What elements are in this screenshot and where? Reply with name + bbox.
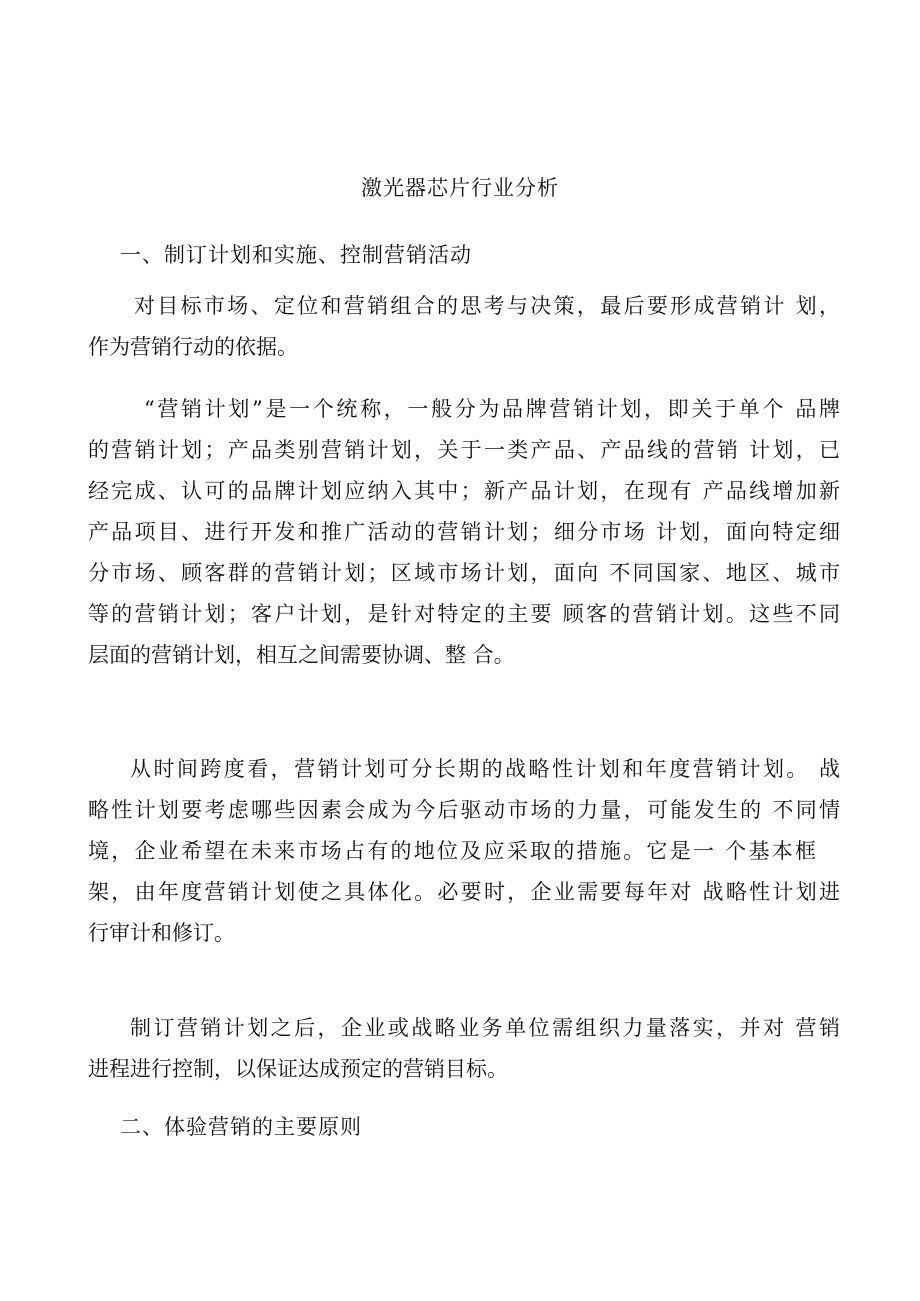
paragraph-line: “营销计划”是一个统称，一般分为品牌营销计划，即关于单个 品牌	[144, 397, 840, 421]
paragraph-line: 作为营销行动的依据。	[88, 335, 298, 359]
paragraph-control	[88, 1008, 840, 1090]
paragraph-line: 制订营销计划之后，企业或战略业务单位需组织力量落实，并对 营销	[130, 1016, 840, 1040]
paragraph-line: 境，企业希望在未来市场占有的地位及应采取的措施。它是一 个基本框	[88, 839, 816, 863]
paragraph-line: 从时间跨度看，营销计划可分长期的战略性计划和年度营销计划。 战	[130, 757, 840, 781]
paragraph-time-span	[88, 749, 840, 954]
paragraph-line: 的营销计划；产品类别营销计划，关于一类产品、产品线的营销 计划，已	[88, 438, 840, 462]
paragraph-line: 经完成、认可的品牌计划应纳入其中；新产品计划，在现有 产品线增加新	[88, 479, 840, 503]
paragraph-line: 分市场、顾客群的营销计划；区域市场计划，面向 不同国家、地区、城市	[88, 561, 840, 585]
section-heading-2: 二、体验营销的主要原则	[120, 1115, 362, 1139]
section-heading-1: 一、制订计划和实施、控制营销活动	[120, 243, 472, 267]
paragraph-line: 等的营销计划；客户计划，是针对特定的主要 顾客的营销计划。这些不同	[88, 602, 840, 626]
paragraph-line: 行审计和修订。	[88, 921, 235, 945]
paragraph-line: 略性计划要考虑哪些因素会成为今后驱动市场的力量，可能发生的 不同情	[88, 798, 840, 822]
paragraph-line: 产品项目、进行开发和推广活动的营销计划；细分市场 计划，面向特定细	[88, 520, 840, 544]
paragraph-line: 进程进行控制，以保证达成预定的营销目标。	[88, 1057, 508, 1081]
document-title: 激光器芯片行业分析	[361, 176, 559, 200]
paragraph-line: 架，由年度营销计划使之具体化。必要时，企业需要每年对 战略性计划进	[88, 880, 840, 904]
paragraph-line: 层面的营销计划，相互之间需要协调、整 合。	[88, 643, 515, 667]
paragraph-marketing-plan-types	[88, 389, 840, 676]
paragraph-marketing-plan-basis	[88, 286, 840, 368]
paragraph-line: 对目标市场、定位和营销组合的思考与决策，最后要形成营销计 划，	[134, 294, 840, 318]
